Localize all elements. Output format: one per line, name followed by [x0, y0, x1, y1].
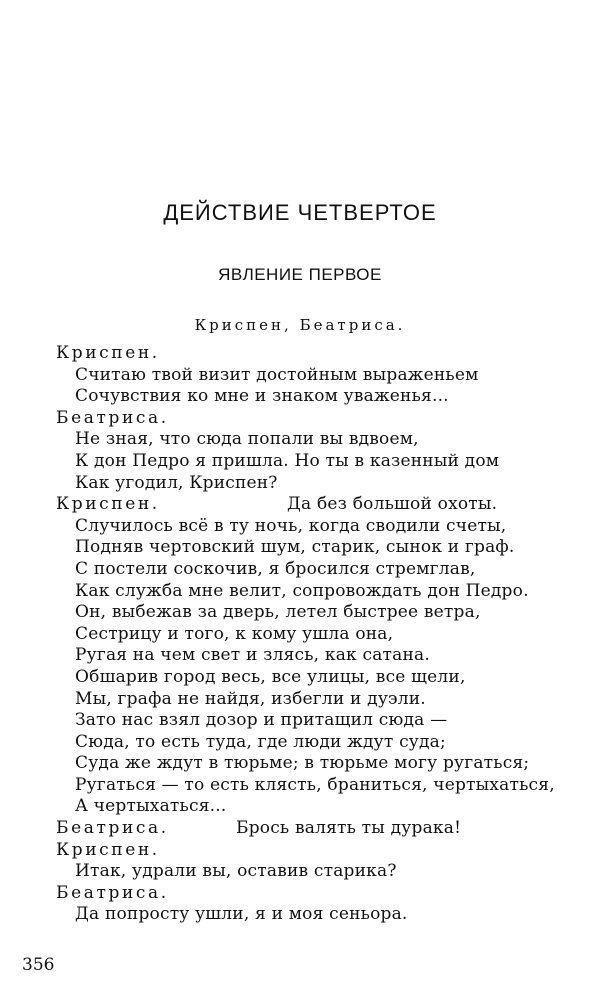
verse-line — [0, 624, 600, 646]
verse-line — [0, 429, 600, 451]
verse-line — [0, 408, 600, 430]
verse-line — [0, 559, 600, 581]
verse-line — [0, 473, 600, 495]
line-text: Да попросту ушли, я и моя сеньора. — [75, 904, 408, 925]
verse-line — [0, 537, 600, 559]
verse-line — [0, 861, 600, 883]
line-text: Считаю твой визит достойным выраженьем — [75, 364, 479, 385]
line-text: Он, выбежав за дверь, летел быстрее ветра, — [75, 602, 481, 623]
verse-line — [0, 667, 600, 689]
verse-line — [0, 710, 600, 732]
speaker-name: Криспен. — [56, 343, 160, 363]
verse-line — [0, 689, 600, 711]
verse-block — [0, 343, 600, 926]
verse-line — [0, 386, 600, 408]
verse-line — [0, 818, 600, 840]
characters-list: Криспен, Беатриса. — [194, 316, 406, 334]
line-text: Подняв чертовский шум, старик, сынок и граф. — [75, 537, 515, 558]
line-text: Брось валять ты дурака! — [236, 818, 462, 839]
line-text: Не зная, что сюда попали вы вдвоем, — [75, 429, 419, 450]
verse-line — [0, 343, 600, 365]
verse-line — [0, 775, 600, 797]
verse-line — [0, 365, 600, 387]
line-text: К дон Педро я пришла. Но ты в казенный дом — [75, 450, 500, 471]
line-text: Да без большой охоты. — [287, 494, 498, 515]
verse-line — [0, 645, 600, 667]
verse-line — [0, 796, 600, 818]
line-text: А чертыхаться... — [75, 796, 227, 817]
line-text: Как служба мне велит, сопровождать дон Педро. — [75, 580, 529, 601]
verse-line — [0, 840, 600, 862]
verse-line — [0, 494, 600, 516]
page-number: 356 — [22, 955, 55, 975]
speaker-name: Беатриса. — [56, 882, 169, 903]
line-text: Суда же ждут в тюрьме; в тюрьме могу ругаться; — [75, 753, 530, 774]
line-text: Ругая на чем свет и злясь, как сатана. — [75, 645, 430, 666]
act-title: ДЕЙСТВИЕ ЧЕТВЕРТОЕ — [163, 200, 437, 225]
scene-title: ЯВЛЕНИЕ ПЕРВОЕ — [218, 265, 382, 284]
line-text: Случилось всё в ту ночь, когда сводили счеты, — [75, 515, 507, 536]
line-text: Обшарив город весь, все улицы, все щели, — [75, 666, 466, 687]
line-text: Зато нас взял дозор и притащил сюда — — [75, 710, 448, 731]
line-text: С постели соскочив, я бросился стремглав, — [75, 558, 476, 579]
speaker-name: Беатриса. — [56, 407, 169, 428]
line-text: Мы, графа не найдя, избегли и дуэли. — [75, 688, 426, 709]
line-text: Сестрицу и того, к кому ушла она, — [75, 623, 394, 644]
line-text: Как угодил, Криспен? — [75, 472, 278, 493]
speaker-name: Криспен. — [56, 839, 160, 860]
verse-line — [0, 602, 600, 624]
verse-line — [0, 516, 600, 538]
verse-line — [0, 581, 600, 603]
verse-line — [0, 904, 600, 926]
verse-line — [0, 753, 600, 775]
line-text: Сочувствия ко мне и знаком уваженья... — [75, 386, 449, 407]
verse-line — [0, 732, 600, 754]
line-text: Ругаться — то есть клясть, браниться, чертыхаться, — [75, 774, 555, 795]
line-text: Сюда, то есть туда, где люди ждут суда; — [75, 731, 446, 752]
verse-line — [0, 451, 600, 473]
line-text: Итак, удрали вы, оставив старика? — [75, 861, 397, 882]
speaker-name: Криспен. — [56, 494, 160, 515]
verse-line — [0, 883, 600, 905]
speaker-name: Беатриса. — [56, 818, 169, 839]
